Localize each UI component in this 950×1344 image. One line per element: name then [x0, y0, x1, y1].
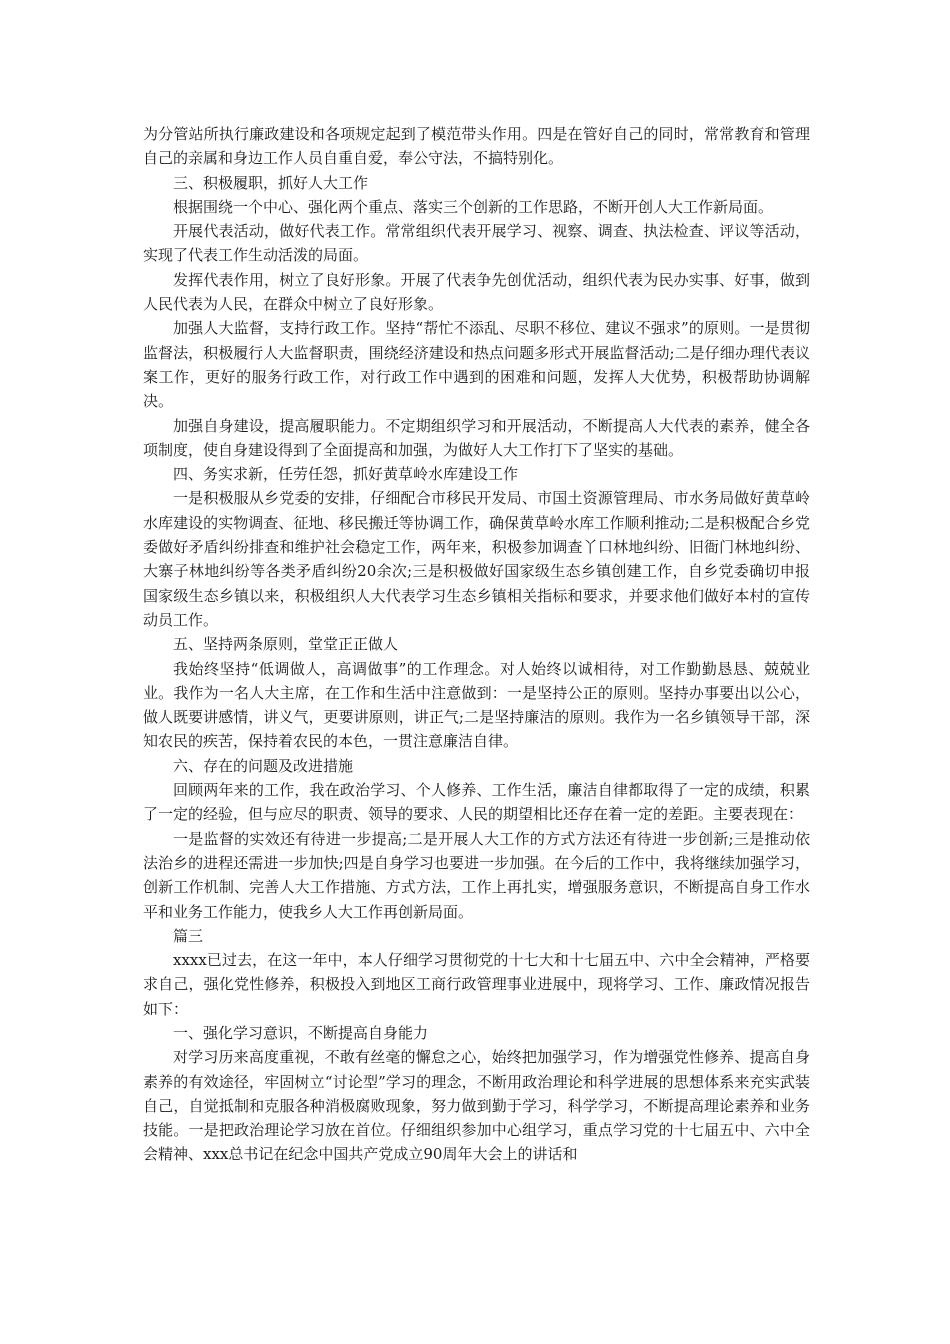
- paragraph: 一是监督的实效还有待进一步提高;二是开展人大工作的方式方法还有待进一步创新;三是推动依法治乡的进程还需进一步加快;四是自身学习也要进一步加强。在今后的工作中，我将继续加强学习，创新工作机制、完善人大工作措施、方式方法，工作上再扎实，增强服务意识，不断提高自身工作水平和业务工作能力，使我乡人大工作再创新局面。: [143, 829, 810, 921]
- paragraph: 回顾两年来的工作，我在政治学习、个人修养、工作生活，廉洁自律都取得了一定的成绩，积累了一定的经验，但与应尽的职责、领导的要求、人民的期望相比还存在着一定的差距。主要表现在：: [143, 781, 810, 824]
- paragraph-continuation: 为分管站所执行廉政建设和各项规定起到了模范带头作用。四是在管好自己的同时，常常教育和管理自己的亲属和身边工作人员自重自爱，奉公守法，不搞特别化。: [143, 125, 810, 168]
- paragraph: 发挥代表作用，树立了良好形象。开展了代表争先创优活动，组织代表为民办实事、好事，做到人民代表为人民，在群众中树立了良好形象。: [143, 270, 810, 314]
- section-heading-3: 三、积极履职，抓好人大工作: [173, 173, 369, 192]
- document-body: [143, 122, 810, 1167]
- section-heading-1: 一、强化学习意识，不断提高自身能力: [173, 1023, 429, 1042]
- paragraph: 对学习历来高度重视，不敢有丝毫的懈怠之心，始终把加强学习，作为增强党性修养、提高自身素养的有效途径，牢固树立“讨论型”学习的理念，不断用政治理论和科学进展的思想体系来充实武装自己，自觉抵制和克服各种消极腐败现象，努力做到勤于学习，科学学习，不断提高理论素养和业务技能。一是把政治理论学习放在首位。仔细组织参加中心组学习，重点学习党的十七届五中、六中全会精神、xxx总书记在纪念中国共产党成立90周年大会上的讲话和: [143, 1048, 810, 1164]
- paragraph: 根据围绕一个中心、强化两个重点、落实三个创新的工作思路，不断开创人大工作新局面。: [173, 197, 774, 216]
- section-heading-4: 四、务实求新，任劳任怨，抓好黄草岭水库建设工作: [173, 465, 519, 484]
- paragraph: 加强人大监督，支持行政工作。坚持“帮忙不添乱、尽职不移位、建议不强求”的原则。一是贯彻监督法，积极履行人大监督职责，围绕经济建设和热点问题多形式开展监督活动;二是仔细办理代表议案工作，更好的服务行政工作，对行政工作中遇到的困难和问题，发挥人大优势，积极帮助协调解决。: [143, 319, 810, 411]
- paragraph: 开展代表活动，做好代表工作。常常组织代表开展学习、视察、调查、执法检查、评议等活动，实现了代表工作生动活泼的局面。: [143, 222, 810, 265]
- paragraph: xxxx已过去，在这一年中，本人仔细学习贯彻党的十七大和十七届五中、六中全会精神，严格要求自己，强化党性修养，积极投入到地区工商行政管理事业进展中，现将学习、工作、廉政情况报告如下：: [143, 951, 810, 1018]
- section-heading-5: 五、坚持两条原则，堂堂正正做人: [173, 635, 399, 654]
- section-heading-6: 六、存在的问题及改进措施: [173, 756, 354, 775]
- chapter-heading: 篇三: [173, 926, 204, 945]
- paragraph: 加强自身建设，提高履职能力。不定期组织学习和开展活动，不断提高人大代表的素养，健全各项制度，使自身建设得到了全面提高和加强，为做好人大工作打下了坚实的基础。: [143, 416, 810, 459]
- paragraph: 我始终坚持“低调做人，高调做事”的工作理念。对人始终以诚相待，对工作勤勤恳恳、兢兢业业。我作为一名人大主席，在工作和生活中注意做到：一是坚持公正的原则。坚持办事要出以公心，做人既要讲感情，讲义气，更要讲原则，讲正气;二是坚持廉洁的原则。我作为一名乡镇领导干部，深知农民的疾苦，保持着农民的本色，一贯注意廉洁自律。: [143, 659, 810, 751]
- paragraph: 一是积极服从乡党委的安排，仔细配合市移民开发局、市国土资源管理局、市水务局做好黄草岭水库建设的实物调查、征地、移民搬迁等协调工作，确保黄草岭水库工作顺利推动;二是积极配合乡党委做好矛盾纠纷排查和维护社会稳定工作，两年来，积极参加调查丫口林地纠纷、旧衙门林地纠纷、大寨子林地纠纷等各类矛盾纠纷20余次;三是积极做好国家级生态乡镇创建工作，自乡党委确切申报国家级生态乡镇以来，积极组织人大代表学习生态乡镇相关指标和要求，并要求他们做好本村的宣传动员工作。: [143, 489, 810, 629]
